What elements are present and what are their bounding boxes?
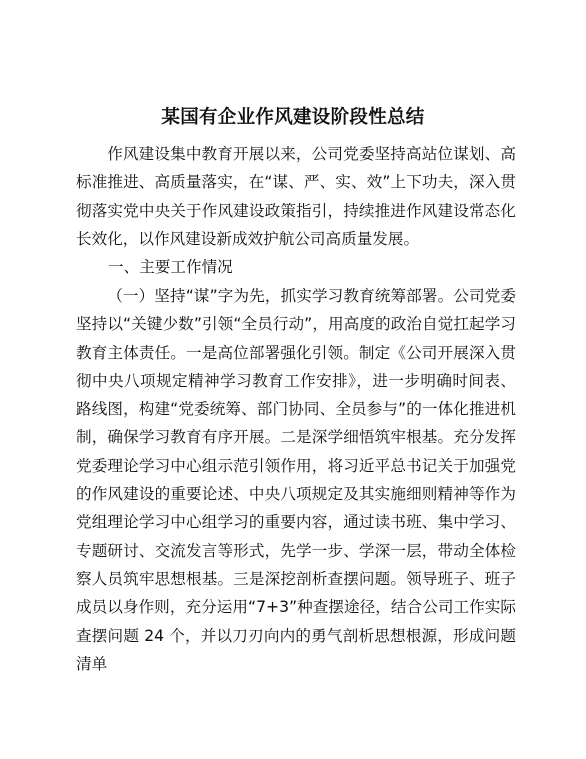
section-paragraph: （一）坚持“谋”字为先，抓实学习教育统筹部署。公司党委坚持以“关键少数”引领“全员行动”，用高度的政治自觉扛起学习教育主体责任。一是高位部署强化引领。制定《公司开展深入贯彻中央八项规定精神学习教育工作安排》，进一步明确时间表、路线图，构建“党委统筹、部门协同、全员参与”的一体化推进机制，确保学习教育有序开展。二是深学细悟筑牢根基。充分发挥党委理论学习中心组示范引领作用，将习近平总书记关于加强党的作风建设的重要论述、中央八项规定及其实施细则精神等作为党组理论学习中心组学习的重要内容，通过读书班、集中学习、专题研讨、交流发言等形式，先学一步、学深一层，带动全体检察人员筑牢思想根基。三是深挖剖析查摆问题。领导班子、班子成员以身作则，充分运用“7+3”种查摆途径，结合公司工作实际查摆问题 24 个，并以刀刃向内的勇气剖析思想根源，形成问题清单 [76,287,516,673]
section-heading: 一、主要工作情况 [108,258,233,276]
intro-paragraph: 作风建设集中教育开展以来，公司党委坚持高站位谋划、高标准推进、高质量落实，在“谋、严、实、效”上下功夫，深入贯彻落实党中央关于作风建设政策指引，持续推进作风建设常态化长效化，以作风建设新成效护航公司高质量发展。 [76,145,516,248]
document-title: 某国有企业作风建设阶段性总结 [161,107,425,128]
intro-block [76,140,516,253]
section-block [76,282,516,678]
